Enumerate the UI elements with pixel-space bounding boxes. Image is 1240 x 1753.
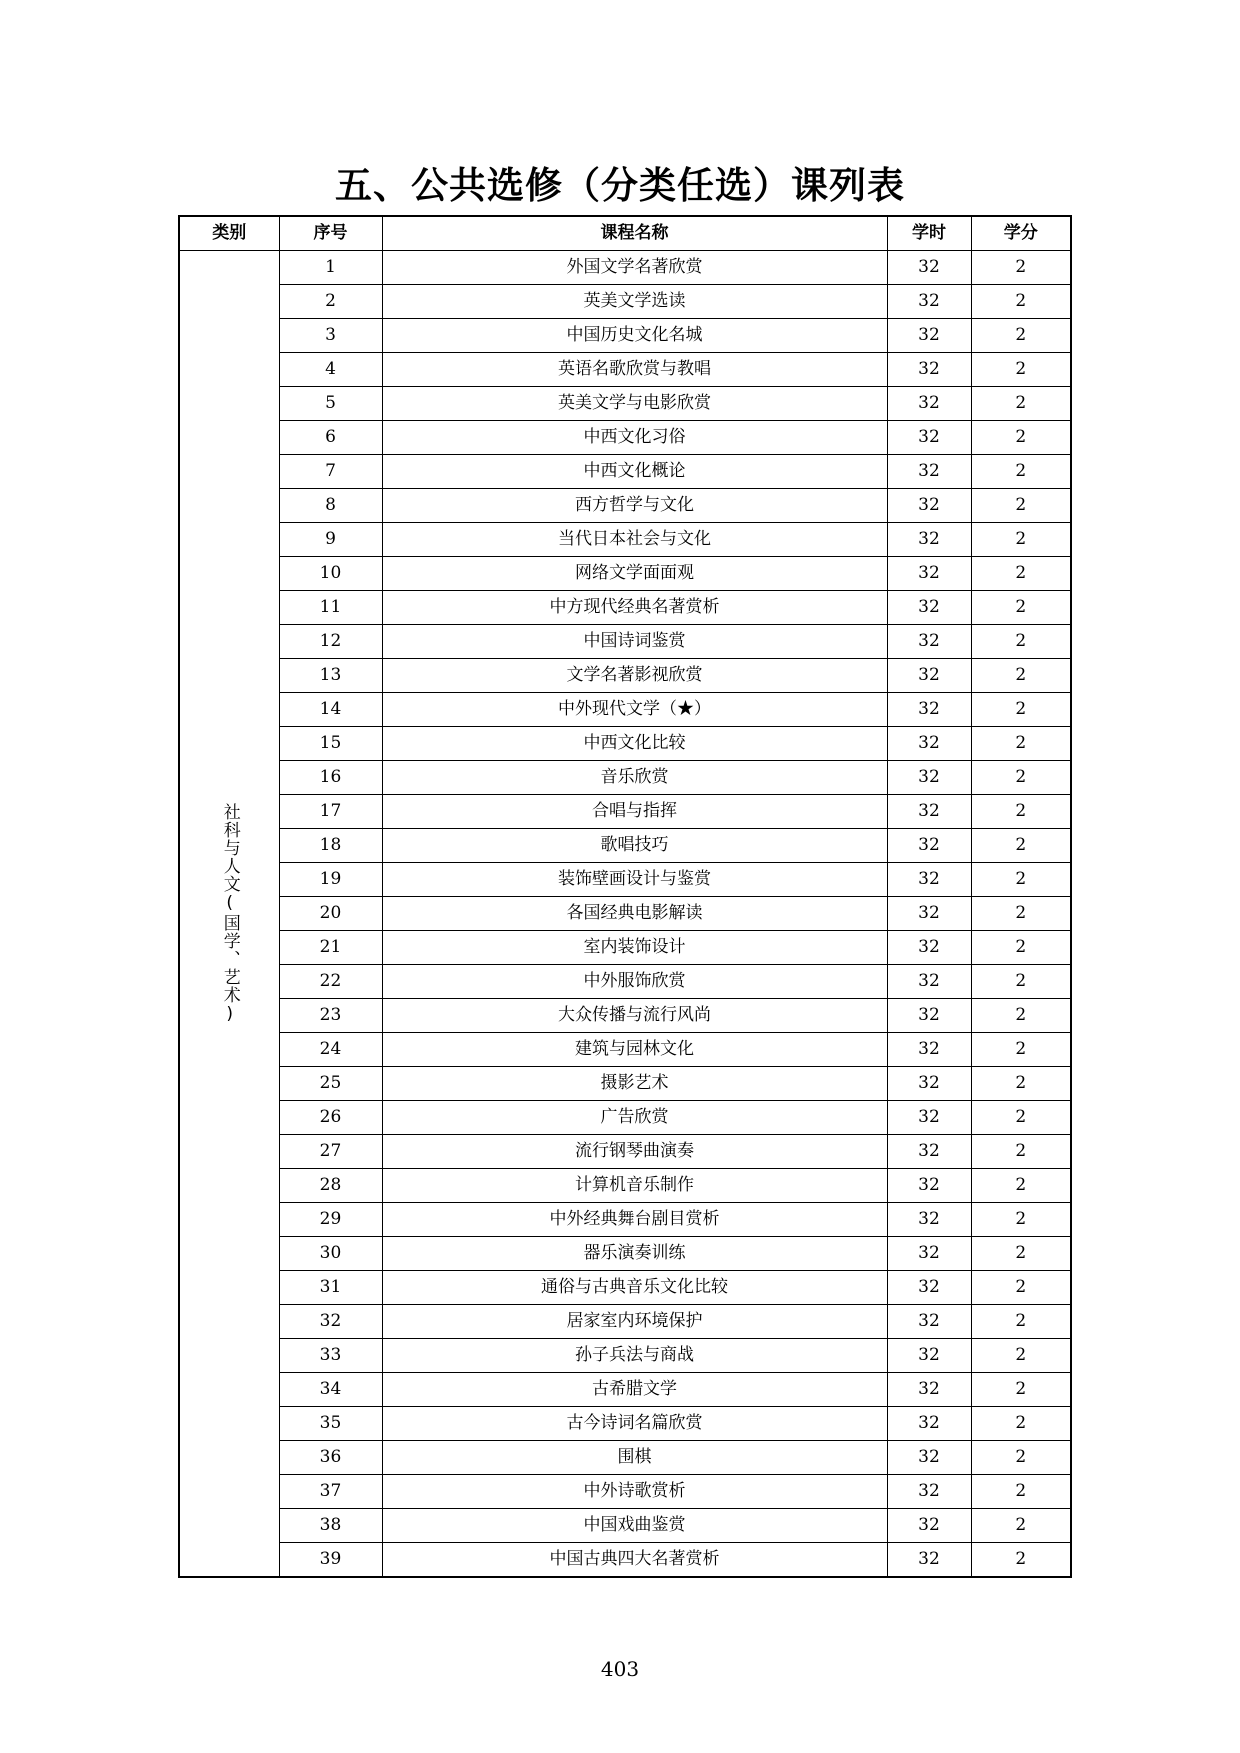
- row-credits: 2: [971, 1101, 1071, 1135]
- row-hours: 32: [887, 727, 971, 761]
- row-index: 27: [279, 1135, 382, 1169]
- table-row: [179, 455, 1071, 489]
- row-hours: 32: [887, 353, 971, 387]
- course-table: [178, 215, 1072, 1578]
- row-hours: 32: [887, 251, 971, 285]
- row-hours: 32: [887, 455, 971, 489]
- row-course-name: 建筑与园林文化: [382, 1033, 887, 1067]
- table-row: [179, 1101, 1071, 1135]
- row-index: 34: [279, 1373, 382, 1407]
- table-row: [179, 387, 1071, 421]
- row-index: 26: [279, 1101, 382, 1135]
- row-course-name: 中外服饰欣赏: [382, 965, 887, 999]
- row-course-name: 室内装饰设计: [382, 931, 887, 965]
- row-hours: 32: [887, 761, 971, 795]
- row-index: 36: [279, 1441, 382, 1475]
- row-hours: 32: [887, 489, 971, 523]
- row-hours: 32: [887, 1271, 971, 1305]
- row-course-name: 中方现代经典名著赏析: [382, 591, 887, 625]
- table-row: [179, 1441, 1071, 1475]
- row-index: 15: [279, 727, 382, 761]
- row-index: 4: [279, 353, 382, 387]
- row-index: 24: [279, 1033, 382, 1067]
- row-index: 35: [279, 1407, 382, 1441]
- row-credits: 2: [971, 863, 1071, 897]
- header-category: 类别: [179, 216, 279, 251]
- table-row: [179, 1169, 1071, 1203]
- row-course-name: 当代日本社会与文化: [382, 523, 887, 557]
- table-row: [179, 931, 1071, 965]
- table-row: [179, 557, 1071, 591]
- row-course-name: 古今诗词名篇欣赏: [382, 1407, 887, 1441]
- row-hours: 32: [887, 965, 971, 999]
- row-hours: 32: [887, 693, 971, 727]
- row-index: 16: [279, 761, 382, 795]
- table-row: [179, 251, 1071, 285]
- row-credits: 2: [971, 523, 1071, 557]
- row-credits: 2: [971, 625, 1071, 659]
- header-course-name: 课程名称: [382, 216, 887, 251]
- row-credits: 2: [971, 285, 1071, 319]
- row-index: 29: [279, 1203, 382, 1237]
- row-credits: 2: [971, 965, 1071, 999]
- header-credits: 学分: [971, 216, 1071, 251]
- table-row: [179, 1475, 1071, 1509]
- row-hours: 32: [887, 591, 971, 625]
- row-hours: 32: [887, 1203, 971, 1237]
- row-hours: 32: [887, 795, 971, 829]
- table-row: [179, 897, 1071, 931]
- row-index: 30: [279, 1237, 382, 1271]
- table-header-row: [179, 216, 1071, 251]
- row-hours: 32: [887, 1475, 971, 1509]
- row-credits: 2: [971, 795, 1071, 829]
- row-index: 9: [279, 523, 382, 557]
- row-credits: 2: [971, 353, 1071, 387]
- row-credits: 2: [971, 1305, 1071, 1339]
- row-hours: 32: [887, 387, 971, 421]
- row-credits: 2: [971, 1203, 1071, 1237]
- row-course-name: 器乐演奏训练: [382, 1237, 887, 1271]
- table-row: [179, 965, 1071, 999]
- row-course-name: 围棋: [382, 1441, 887, 1475]
- table-row: [179, 1407, 1071, 1441]
- category-cell: 社科与人文(国学、艺术): [179, 251, 279, 1578]
- row-course-name: 装饰壁画设计与鉴赏: [382, 863, 887, 897]
- table-row: [179, 591, 1071, 625]
- row-credits: 2: [971, 1033, 1071, 1067]
- table-row: [179, 319, 1071, 353]
- row-credits: 2: [971, 1271, 1071, 1305]
- row-index: 20: [279, 897, 382, 931]
- table-row: [179, 829, 1071, 863]
- row-course-name: 通俗与古典音乐文化比较: [382, 1271, 887, 1305]
- row-course-name: 音乐欣赏: [382, 761, 887, 795]
- row-hours: 32: [887, 1169, 971, 1203]
- row-hours: 32: [887, 659, 971, 693]
- row-course-name: 中西文化概论: [382, 455, 887, 489]
- row-course-name: 中西文化习俗: [382, 421, 887, 455]
- row-hours: 32: [887, 1305, 971, 1339]
- row-hours: 32: [887, 863, 971, 897]
- row-credits: 2: [971, 1067, 1071, 1101]
- row-hours: 32: [887, 1101, 971, 1135]
- table-row: [179, 1067, 1071, 1101]
- header-hours: 学时: [887, 216, 971, 251]
- row-credits: 2: [971, 659, 1071, 693]
- row-course-name: 中外现代文学（★）: [382, 693, 887, 727]
- row-index: 22: [279, 965, 382, 999]
- row-credits: 2: [971, 1441, 1071, 1475]
- row-course-name: 英美文学与电影欣赏: [382, 387, 887, 421]
- row-course-name: 网络文学面面观: [382, 557, 887, 591]
- row-credits: 2: [971, 1237, 1071, 1271]
- table-row: [179, 285, 1071, 319]
- row-credits: 2: [971, 1135, 1071, 1169]
- row-index: 3: [279, 319, 382, 353]
- row-hours: 32: [887, 1067, 971, 1101]
- row-course-name: 中国诗词鉴赏: [382, 625, 887, 659]
- row-index: 8: [279, 489, 382, 523]
- row-credits: 2: [971, 727, 1071, 761]
- row-hours: 32: [887, 1033, 971, 1067]
- header-index: 序号: [279, 216, 382, 251]
- row-hours: 32: [887, 557, 971, 591]
- table-row: [179, 693, 1071, 727]
- row-index: 31: [279, 1271, 382, 1305]
- row-course-name: 古希腊文学: [382, 1373, 887, 1407]
- table-row: [179, 1135, 1071, 1169]
- table-row: [179, 1339, 1071, 1373]
- table-row: [179, 1271, 1071, 1305]
- row-index: 19: [279, 863, 382, 897]
- row-credits: 2: [971, 455, 1071, 489]
- row-credits: 2: [971, 1475, 1071, 1509]
- row-credits: 2: [971, 421, 1071, 455]
- table-row: [179, 1543, 1071, 1578]
- row-credits: 2: [971, 319, 1071, 353]
- table-row: [179, 1033, 1071, 1067]
- row-hours: 32: [887, 1407, 971, 1441]
- row-index: 2: [279, 285, 382, 319]
- row-hours: 32: [887, 1135, 971, 1169]
- row-credits: 2: [971, 897, 1071, 931]
- row-index: 39: [279, 1543, 382, 1578]
- table-row: [179, 1305, 1071, 1339]
- table-row: [179, 421, 1071, 455]
- row-course-name: 英美文学选读: [382, 285, 887, 319]
- row-credits: 2: [971, 761, 1071, 795]
- row-index: 14: [279, 693, 382, 727]
- row-index: 33: [279, 1339, 382, 1373]
- row-hours: 32: [887, 1339, 971, 1373]
- row-course-name: 摄影艺术: [382, 1067, 887, 1101]
- table-row: [179, 1203, 1071, 1237]
- row-index: 18: [279, 829, 382, 863]
- row-hours: 32: [887, 285, 971, 319]
- row-index: 10: [279, 557, 382, 591]
- row-credits: 2: [971, 1169, 1071, 1203]
- row-hours: 32: [887, 931, 971, 965]
- row-course-name: 广告欣赏: [382, 1101, 887, 1135]
- row-course-name: 中外诗歌赏析: [382, 1475, 887, 1509]
- row-course-name: 中外经典舞台剧目赏析: [382, 1203, 887, 1237]
- row-index: 25: [279, 1067, 382, 1101]
- table-row: [179, 625, 1071, 659]
- row-credits: 2: [971, 931, 1071, 965]
- row-course-name: 居家室内环境保护: [382, 1305, 887, 1339]
- table-row: [179, 659, 1071, 693]
- row-course-name: 中国戏曲鉴赏: [382, 1509, 887, 1543]
- row-hours: 32: [887, 829, 971, 863]
- row-course-name: 流行钢琴曲演奏: [382, 1135, 887, 1169]
- row-index: 17: [279, 795, 382, 829]
- row-course-name: 西方哲学与文化: [382, 489, 887, 523]
- row-credits: 2: [971, 387, 1071, 421]
- row-course-name: 歌唱技巧: [382, 829, 887, 863]
- row-hours: 32: [887, 523, 971, 557]
- row-hours: 32: [887, 897, 971, 931]
- table-row: [179, 761, 1071, 795]
- table-row: [179, 489, 1071, 523]
- row-credits: 2: [971, 489, 1071, 523]
- row-course-name: 合唱与指挥: [382, 795, 887, 829]
- row-credits: 2: [971, 1543, 1071, 1578]
- page-number: 403: [600, 1657, 640, 1681]
- row-course-name: 英语名歌欣赏与教唱: [382, 353, 887, 387]
- row-index: 38: [279, 1509, 382, 1543]
- table-row: [179, 727, 1071, 761]
- row-index: 5: [279, 387, 382, 421]
- row-credits: 2: [971, 1339, 1071, 1373]
- row-index: 28: [279, 1169, 382, 1203]
- row-credits: 2: [971, 591, 1071, 625]
- row-course-name: 计算机音乐制作: [382, 1169, 887, 1203]
- row-credits: 2: [971, 251, 1071, 285]
- row-credits: 2: [971, 557, 1071, 591]
- table-row: [179, 999, 1071, 1033]
- row-index: 12: [279, 625, 382, 659]
- row-index: 7: [279, 455, 382, 489]
- table-row: [179, 795, 1071, 829]
- row-hours: 32: [887, 625, 971, 659]
- row-credits: 2: [971, 829, 1071, 863]
- row-index: 6: [279, 421, 382, 455]
- row-index: 11: [279, 591, 382, 625]
- row-course-name: 中国古典四大名著赏析: [382, 1543, 887, 1578]
- table-row: [179, 1373, 1071, 1407]
- table-row: [179, 1509, 1071, 1543]
- row-index: 21: [279, 931, 382, 965]
- table-body: [179, 251, 1071, 1578]
- row-hours: 32: [887, 1509, 971, 1543]
- row-course-name: 外国文学名著欣赏: [382, 251, 887, 285]
- row-course-name: 中西文化比较: [382, 727, 887, 761]
- row-hours: 32: [887, 1237, 971, 1271]
- row-credits: 2: [971, 999, 1071, 1033]
- table-row: [179, 1237, 1071, 1271]
- row-course-name: 文学名著影视欣赏: [382, 659, 887, 693]
- row-index: 32: [279, 1305, 382, 1339]
- row-hours: 32: [887, 1543, 971, 1578]
- row-credits: 2: [971, 1407, 1071, 1441]
- table-row: [179, 863, 1071, 897]
- row-index: 13: [279, 659, 382, 693]
- row-credits: 2: [971, 1509, 1071, 1543]
- table-row: [179, 353, 1071, 387]
- row-course-name: 中国历史文化名城: [382, 319, 887, 353]
- row-course-name: 各国经典电影解读: [382, 897, 887, 931]
- row-hours: 32: [887, 1441, 971, 1475]
- row-hours: 32: [887, 319, 971, 353]
- table-row: [179, 523, 1071, 557]
- row-course-name: 大众传播与流行风尚: [382, 999, 887, 1033]
- row-course-name: 孙子兵法与商战: [382, 1339, 887, 1373]
- row-credits: 2: [971, 1373, 1071, 1407]
- row-hours: 32: [887, 999, 971, 1033]
- row-index: 1: [279, 251, 382, 285]
- row-index: 23: [279, 999, 382, 1033]
- row-hours: 32: [887, 421, 971, 455]
- page-title: 五、公共选修（分类任选）课列表: [335, 164, 905, 207]
- row-index: 37: [279, 1475, 382, 1509]
- row-hours: 32: [887, 1373, 971, 1407]
- row-credits: 2: [971, 693, 1071, 727]
